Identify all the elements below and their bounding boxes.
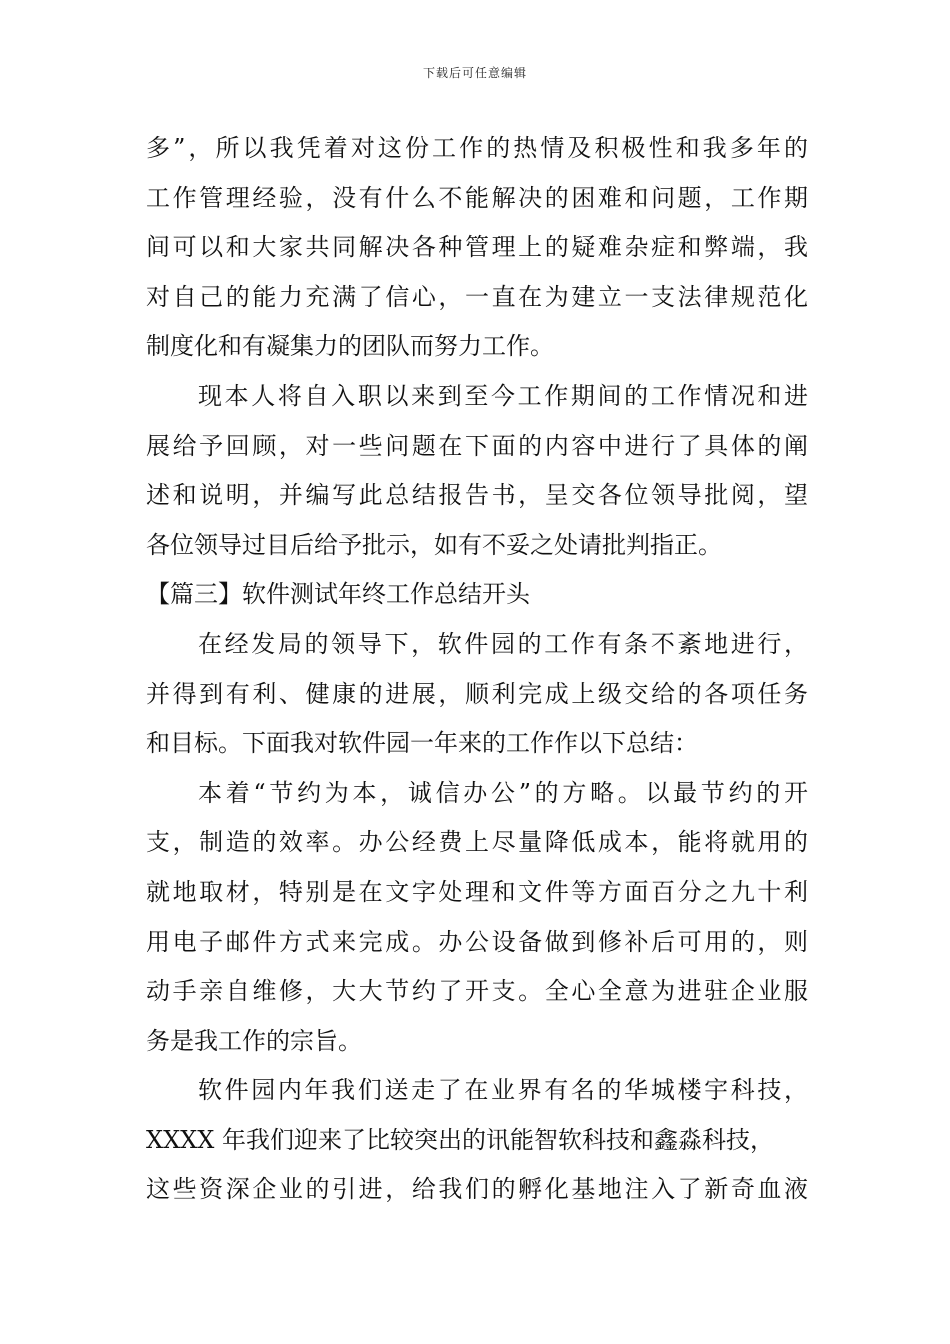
text-line: XXXX 年我们迎来了比较突出的讯能智软科技和鑫淼科技，	[146, 1125, 774, 1154]
text-line: 对自己的能力充满了信心，一直在为建立一支法律规范化	[146, 282, 808, 311]
text-line: 现本人将自入职以来到至今工作期间的工作情况和进	[198, 381, 808, 410]
text-line: 就地取材，特别是在文字处理和文件等方面百分之九十利	[146, 877, 808, 906]
text-line: 述和说明，并编写此总结报告书，呈交各位领导批阅，望	[146, 481, 808, 510]
text-line: 展给予回顾，对一些问题在下面的内容中进行了具体的阐	[146, 431, 808, 460]
text-line: 这些资深企业的引进，给我们的孵化基地注入了新奇血液	[146, 1175, 808, 1204]
text-line: 制度化和有凝集力的团队而努力工作。	[146, 332, 554, 361]
text-line: 务是我工作的宗旨。	[146, 1026, 362, 1055]
text-line: 【篇三】软件测试年终工作总结开头	[146, 580, 530, 609]
text-line: 多”，所以我凭着对这份工作的热情及积极性和我多年的	[146, 134, 808, 162]
text-line: 间可以和大家共同解决各种管理上的疑难杂症和弊端，我	[146, 233, 808, 262]
text-line: 支，制造的效率。办公经费上尽量降低成本，能将就用的	[146, 828, 808, 857]
text-line: 工作管理经验，没有什么不能解决的困难和问题，工作期	[146, 183, 808, 212]
text-line: 各位领导过目后给予批示，如有不妥之处请批判指正。	[146, 530, 722, 559]
text-line: 本着“节约为本，诚信办公”的方略。以最节约的开	[198, 778, 808, 807]
text-line: 和目标。下面我对软件园一年来的工作作以下总结：	[146, 729, 698, 758]
text-line: 软件园内年我们送走了在业界有名的华城楼宇科技，	[198, 1076, 808, 1105]
text-line: 用电子邮件方式来完成。办公设备做到修补后可用的，则	[146, 927, 808, 956]
text-line: 动手亲自维修，大大节约了开支。全心全意为进驻企业服	[146, 977, 808, 1006]
text-line: 并得到有利、健康的进展，顺利完成上级交给的各项任务	[146, 679, 808, 708]
document-body	[146, 124, 808, 1215]
page-header: 下载后可任意编辑	[422, 66, 527, 80]
text-line: 在经发局的领导下，软件园的工作有条不紊地进行，	[198, 629, 808, 658]
